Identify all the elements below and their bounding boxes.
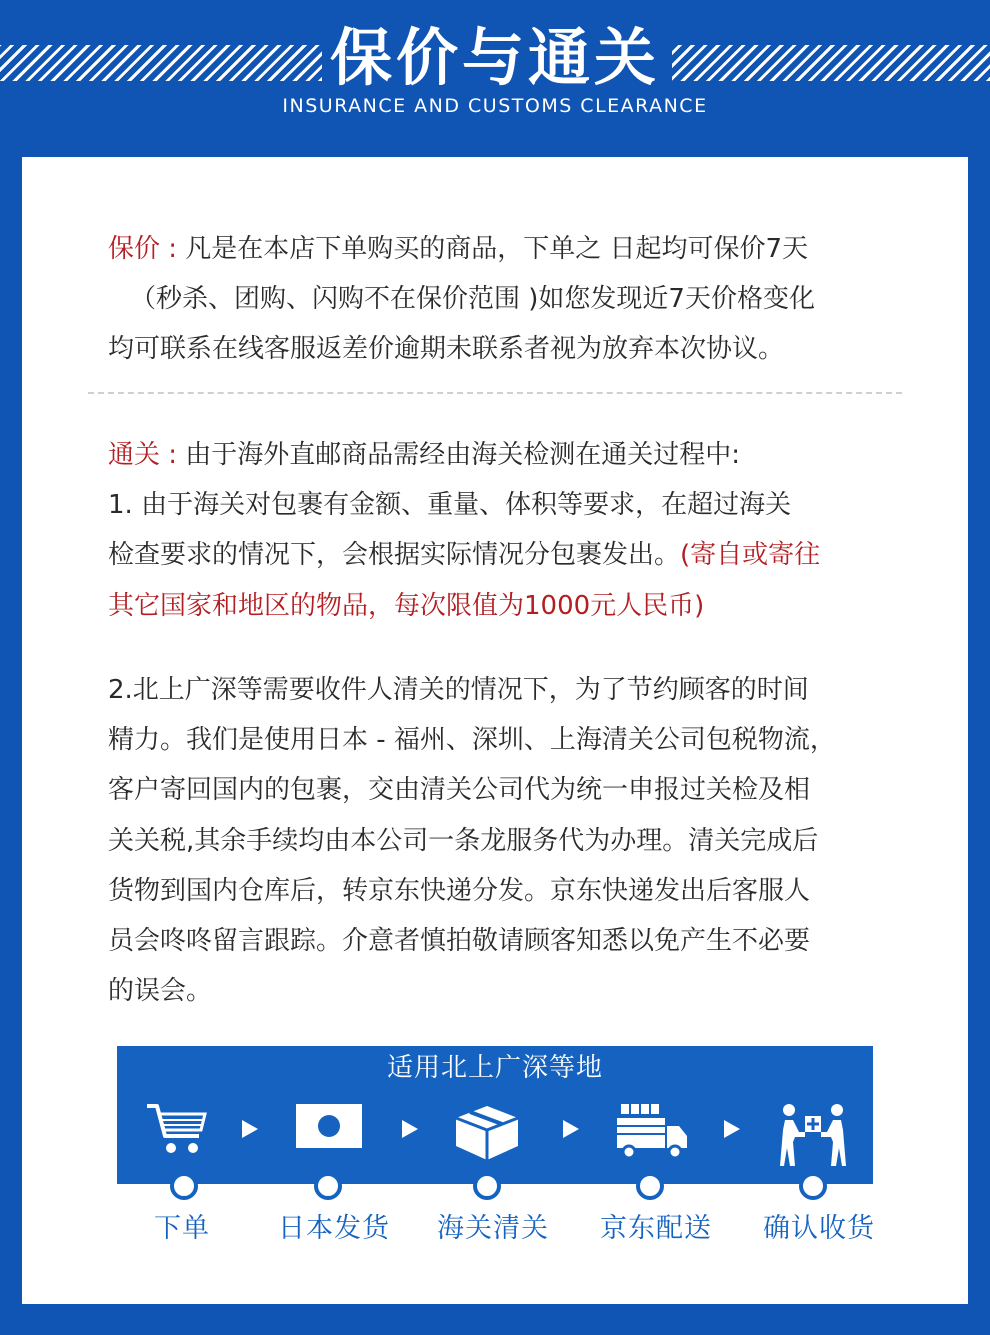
insurance-text-2: （秒杀、团购、闪购不在保价范围 )如您发现近7天价格变化	[130, 284, 815, 315]
customs-p1-red2: 其它国家和地区的物品，每次限值为1000元人民币)	[108, 590, 705, 621]
customs-p2-line5: 货物到国内仓库后，转京东快递分发。京东快递发出后客服人	[108, 875, 811, 906]
customs-p2-line7: 的误会。	[108, 976, 213, 1007]
step-dot-4	[636, 1172, 664, 1200]
step-dot-1	[170, 1172, 198, 1200]
customs-p1-line2: 检查要求的情况下，会根据实际情况分包裹发出。	[108, 540, 681, 571]
flow-arrow-2	[402, 1120, 418, 1138]
insurance-label: 保价 :	[108, 234, 178, 264]
flow-arrow-1	[242, 1120, 258, 1138]
step-label-order: 下单	[154, 1213, 210, 1244]
content-card	[22, 157, 968, 1304]
customs-section	[108, 430, 918, 631]
customs-p2-line6: 员会咚咚留言跟踪。介意者慎拍敬请顾客知悉以免产生不必要	[108, 926, 811, 957]
handover-icon	[779, 1102, 847, 1168]
customs-p2-line2: 精力。我们是使用日本 - 福州、深圳、上海清关公司包税物流，	[108, 725, 836, 756]
customs-label: 通关 :	[108, 440, 178, 470]
insurance-text-3: 均可联系在线客服返差价逾期未联系者视为放弃本次协议。	[108, 334, 785, 365]
dashed-divider	[88, 392, 902, 394]
step-dot-3	[473, 1172, 501, 1200]
step-label-jd-delivery: 京东配送	[600, 1213, 712, 1244]
customs-paragraph-2	[108, 665, 918, 1016]
shopping-cart-icon	[145, 1102, 209, 1156]
customs-p2-line1: 2.北上广深等需要收件人清关的情况下，为了节约顾客的时间	[108, 675, 809, 705]
step-dot-2	[314, 1172, 342, 1200]
insurance-text-1: 凡是在本店下单购买的商品，下单之 日起均可保价7天	[177, 234, 809, 264]
delivery-truck-icon	[615, 1102, 691, 1162]
customs-p1-line1: 1. 由于海关对包裹有金额、重量、体积等要求，在超过海关	[108, 490, 792, 521]
customs-p1-red1: (寄自或寄往	[680, 540, 821, 571]
step-label-japan-shipping: 日本发货	[278, 1213, 390, 1244]
customs-p2-line3: 客户寄回国内的包裹，交由清关公司代为统一申报过关检及相	[108, 775, 811, 806]
page-subtitle: INSURANCE AND CUSTOMS CLEARANCE	[282, 95, 708, 117]
flow-arrow-4	[724, 1120, 740, 1138]
package-box-icon	[452, 1102, 522, 1164]
process-flow-title: 适用北上广深等地	[386, 1053, 603, 1083]
process-flow-panel	[117, 1046, 873, 1184]
flow-arrow-3	[563, 1120, 579, 1138]
customs-intro: 由于海外直邮商品需经由海关检测在通关过程中:	[177, 440, 741, 470]
step-label-confirm-receipt: 确认收货	[763, 1213, 875, 1244]
step-label-customs: 海关清关	[437, 1213, 549, 1244]
insurance-section	[108, 224, 918, 375]
header-banner	[0, 0, 990, 155]
page-title: 保价与通关	[329, 21, 660, 94]
customs-p2-line4: 关关税,其余手续均由本公司一条龙服务代为办理。清关完成后	[108, 825, 819, 856]
japan-flag-icon	[295, 1102, 363, 1150]
step-dot-5	[799, 1172, 827, 1200]
